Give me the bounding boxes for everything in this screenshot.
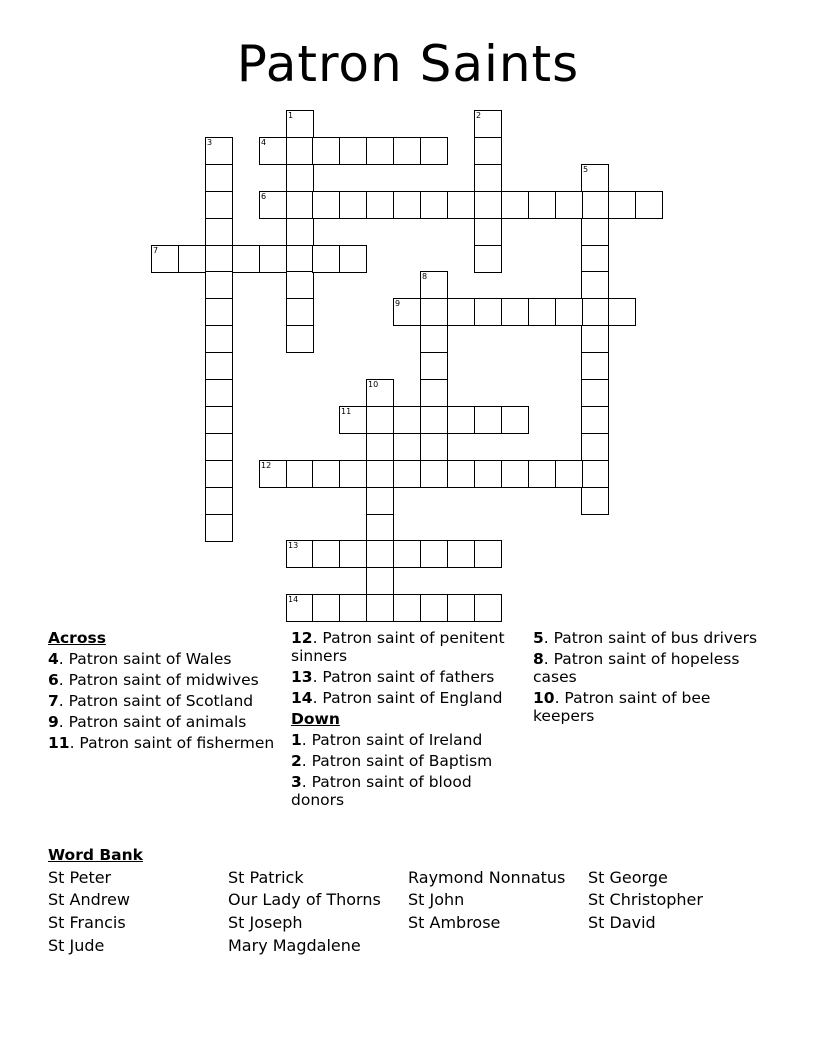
grid-cell[interactable]	[420, 191, 448, 219]
grid-cell[interactable]	[447, 298, 475, 326]
clue-number: 9	[395, 299, 401, 308]
clue-number: 11	[341, 407, 352, 416]
grid-cell[interactable]	[420, 433, 448, 461]
down-clue-list-continued	[533, 629, 763, 725]
clue-number: 13	[288, 541, 299, 550]
grid-cell[interactable]	[286, 137, 314, 165]
grid-cell[interactable]	[581, 433, 609, 461]
clue-text: . Patron saint of bus drivers	[543, 629, 758, 647]
grid-cell[interactable]	[205, 352, 233, 380]
grid-cell[interactable]	[286, 110, 314, 138]
grid-cell[interactable]	[581, 191, 609, 219]
clue-text: . Patron saint of Baptism	[301, 752, 493, 770]
grid-cell[interactable]	[474, 298, 502, 326]
clue-text: . Patron saint of England	[312, 689, 503, 707]
clues-column-3	[533, 629, 763, 728]
grid-cell[interactable]	[420, 379, 448, 407]
clue-number: 3	[291, 773, 302, 791]
grid-cell[interactable]	[339, 540, 367, 568]
clue-item	[48, 692, 278, 710]
word-bank-item: St Joseph	[228, 913, 303, 932]
clue-number: 5	[583, 165, 589, 174]
grid-cell[interactable]	[151, 245, 179, 273]
grid-cell[interactable]	[286, 298, 314, 326]
word-bank-item: St Peter	[48, 868, 112, 887]
grid-cell[interactable]	[420, 594, 448, 622]
clue-number: 7	[153, 246, 159, 255]
page-title: Patron Saints	[236, 35, 580, 93]
clue-item	[48, 671, 278, 689]
grid-cell[interactable]	[259, 245, 287, 273]
grid-cell[interactable]	[447, 406, 475, 434]
grid-cell[interactable]	[581, 406, 609, 434]
clue-text: . Patron saint of Ireland	[301, 731, 483, 749]
word-bank-item: St John	[408, 890, 465, 909]
clue-item	[291, 689, 526, 707]
grid-cell[interactable]	[339, 594, 367, 622]
grid-cell[interactable]	[581, 164, 609, 192]
grid-cell[interactable]	[366, 540, 394, 568]
grid-cell[interactable]	[581, 245, 609, 273]
grid-cell[interactable]	[608, 191, 636, 219]
word-bank-item: St George	[588, 868, 668, 887]
across-heading: Across	[48, 629, 106, 647]
grid-cell[interactable]	[286, 245, 314, 273]
clue-text: . Patron saint of bee keepers	[533, 689, 711, 725]
word-bank-item: St Jude	[48, 936, 105, 955]
grid-cell[interactable]	[339, 191, 367, 219]
grid-cell[interactable]	[501, 406, 529, 434]
grid-cell[interactable]	[339, 137, 367, 165]
grid-cell[interactable]	[312, 594, 340, 622]
grid-cell[interactable]	[312, 460, 340, 488]
grid-cell[interactable]	[474, 191, 502, 219]
clues-column-1	[48, 629, 278, 755]
grid-cell[interactable]	[474, 460, 502, 488]
grid-cell[interactable]	[447, 540, 475, 568]
grid-cell[interactable]	[447, 594, 475, 622]
clue-number: 14	[291, 689, 313, 707]
grid-cell[interactable]	[581, 352, 609, 380]
word-bank-item: St Patrick	[228, 868, 304, 887]
grid-cell[interactable]	[339, 245, 367, 273]
clue-number: 6	[48, 671, 59, 689]
down-clue-list	[291, 731, 526, 809]
clue-text: . Patron saint of Wales	[58, 650, 232, 668]
grid-cell[interactable]	[474, 164, 502, 192]
grid-cell[interactable]	[501, 460, 529, 488]
word-bank-item: St David	[588, 913, 656, 932]
grid-cell[interactable]	[474, 594, 502, 622]
grid-cell[interactable]	[420, 540, 448, 568]
grid-cell[interactable]	[555, 298, 583, 326]
clue-number: 8	[533, 650, 544, 668]
grid-cell[interactable]	[205, 245, 233, 273]
clue-item	[291, 629, 526, 665]
clue-number: 13	[291, 668, 313, 686]
grid-cell[interactable]	[528, 298, 556, 326]
grid-cell[interactable]	[366, 137, 394, 165]
grid-cell[interactable]	[393, 540, 421, 568]
grid-cell[interactable]	[259, 137, 287, 165]
grid-cell[interactable]	[393, 406, 421, 434]
grid-cell[interactable]	[581, 487, 609, 515]
word-bank-item: St Christopher	[588, 890, 703, 909]
clue-item	[533, 650, 763, 686]
clue-number: 4	[48, 650, 59, 668]
grid-cell[interactable]	[205, 379, 233, 407]
grid-cell[interactable]	[366, 460, 394, 488]
grid-cell[interactable]	[555, 460, 583, 488]
grid-cell[interactable]	[581, 460, 609, 488]
grid-cell[interactable]	[420, 137, 448, 165]
across-clue-list	[48, 650, 278, 752]
grid-cell[interactable]	[205, 487, 233, 515]
grid-cell[interactable]	[474, 540, 502, 568]
grid-cell[interactable]	[474, 406, 502, 434]
clue-number: 12	[261, 461, 272, 470]
grid-cell[interactable]	[286, 164, 314, 192]
grid-cell[interactable]	[286, 594, 314, 622]
grid-cell[interactable]	[312, 191, 340, 219]
grid-cell[interactable]	[474, 245, 502, 273]
clue-number: 14	[288, 595, 299, 604]
grid-cell[interactable]	[555, 191, 583, 219]
clue-number: 10	[533, 689, 555, 707]
grid-cell[interactable]	[393, 137, 421, 165]
grid-cell[interactable]	[420, 298, 448, 326]
word-bank-item: St Francis	[48, 913, 126, 932]
grid-cell[interactable]	[286, 271, 314, 299]
clue-text: . Patron saint of fishermen	[69, 734, 275, 752]
grid-cell[interactable]	[259, 460, 287, 488]
grid-cell[interactable]	[366, 594, 394, 622]
grid-cell[interactable]	[581, 271, 609, 299]
grid-cell[interactable]	[501, 191, 529, 219]
clue-item	[291, 668, 526, 686]
clue-text: . Patron saint of midwives	[58, 671, 259, 689]
grid-cell[interactable]	[420, 406, 448, 434]
across-clue-list-continued	[291, 629, 526, 707]
grid-cell[interactable]	[366, 433, 394, 461]
grid-cell[interactable]	[286, 325, 314, 353]
grid-cell[interactable]	[339, 460, 367, 488]
grid-cell[interactable]	[205, 298, 233, 326]
grid-cell[interactable]	[366, 191, 394, 219]
grid-cell[interactable]	[366, 514, 394, 542]
clue-number: 10	[368, 380, 379, 389]
grid-cell[interactable]	[366, 487, 394, 515]
grid-cell[interactable]	[312, 540, 340, 568]
clue-number: 8	[422, 272, 428, 281]
grid-cell[interactable]	[366, 406, 394, 434]
clue-number: 11	[48, 734, 70, 752]
grid-cell[interactable]	[528, 460, 556, 488]
clue-item	[291, 773, 526, 809]
grid-cell[interactable]	[232, 245, 260, 273]
grid-cell[interactable]	[178, 245, 206, 273]
grid-cell[interactable]	[420, 271, 448, 299]
clue-number: 9	[48, 713, 59, 731]
grid-cell[interactable]	[420, 325, 448, 353]
clue-number: 2	[291, 752, 302, 770]
word-bank-item: Our Lady of Thorns	[228, 890, 381, 909]
clue-item	[291, 752, 526, 770]
word-bank-item: St Andrew	[48, 890, 130, 909]
grid-cell[interactable]	[286, 191, 314, 219]
clue-number: 7	[48, 692, 59, 710]
grid-cell[interactable]	[366, 379, 394, 407]
grid-cell[interactable]	[286, 540, 314, 568]
clue-item	[533, 629, 763, 647]
grid-cell[interactable]	[581, 325, 609, 353]
clue-number: 12	[291, 629, 313, 647]
clue-number: 3	[207, 138, 213, 147]
grid-cell[interactable]	[205, 406, 233, 434]
grid-cell[interactable]	[393, 298, 421, 326]
grid-cell[interactable]	[474, 218, 502, 246]
grid-cell[interactable]	[581, 298, 609, 326]
clue-text: . Patron saint of penitent sinners	[291, 629, 505, 665]
grid-cell[interactable]	[501, 298, 529, 326]
word-bank-item: St Ambrose	[408, 913, 501, 932]
grid-cell[interactable]	[205, 514, 233, 542]
grid-cell[interactable]	[635, 191, 663, 219]
word-bank-item: Mary Magdalene	[228, 936, 361, 955]
word-bank-title: Word Bank	[48, 846, 143, 864]
grid-cell[interactable]	[447, 460, 475, 488]
grid-cell[interactable]	[581, 218, 609, 246]
grid-cell[interactable]	[420, 352, 448, 380]
grid-cell[interactable]	[608, 298, 636, 326]
grid-cell[interactable]	[581, 379, 609, 407]
clue-number: 1	[288, 111, 294, 120]
clues-column-2	[291, 629, 526, 812]
grid-cell[interactable]	[312, 137, 340, 165]
clue-item	[291, 731, 526, 749]
clue-item	[48, 734, 278, 752]
clue-number: 5	[533, 629, 544, 647]
clue-text: . Patron saint of hopeless cases	[533, 650, 740, 686]
grid-cell[interactable]	[205, 191, 233, 219]
grid-cell[interactable]	[366, 567, 394, 595]
grid-cell[interactable]	[205, 460, 233, 488]
clue-item	[48, 650, 278, 668]
grid-cell[interactable]	[447, 191, 475, 219]
grid-cell[interactable]	[205, 271, 233, 299]
grid-cell[interactable]	[286, 218, 314, 246]
grid-cell[interactable]	[312, 245, 340, 273]
grid-cell[interactable]	[420, 460, 448, 488]
clue-text: . Patron saint of fathers	[312, 668, 495, 686]
grid-cell[interactable]	[474, 110, 502, 138]
grid-cell[interactable]	[393, 460, 421, 488]
grid-cell[interactable]	[205, 325, 233, 353]
grid-cell[interactable]	[205, 137, 233, 165]
clue-number: 6	[261, 192, 267, 201]
clue-text: . Patron saint of blood donors	[291, 773, 472, 809]
word-bank-item: Raymond Nonnatus	[408, 868, 566, 887]
clue-text: . Patron saint of animals	[58, 713, 247, 731]
clue-number: 4	[261, 138, 267, 147]
grid-cell[interactable]	[393, 191, 421, 219]
grid-cell[interactable]	[286, 460, 314, 488]
grid-cell[interactable]	[474, 137, 502, 165]
grid-cell[interactable]	[393, 594, 421, 622]
clue-number: 1	[291, 731, 302, 749]
grid-cell[interactable]	[339, 406, 367, 434]
clue-text: . Patron saint of Scotland	[58, 692, 254, 710]
grid-cell[interactable]	[528, 191, 556, 219]
clue-item	[533, 689, 763, 725]
clue-item	[48, 713, 278, 731]
down-heading: Down	[291, 710, 340, 728]
clue-number: 2	[476, 111, 482, 120]
grid-cell[interactable]	[205, 218, 233, 246]
grid-cell[interactable]	[259, 191, 287, 219]
grid-cell[interactable]	[205, 164, 233, 192]
grid-cell[interactable]	[205, 433, 233, 461]
